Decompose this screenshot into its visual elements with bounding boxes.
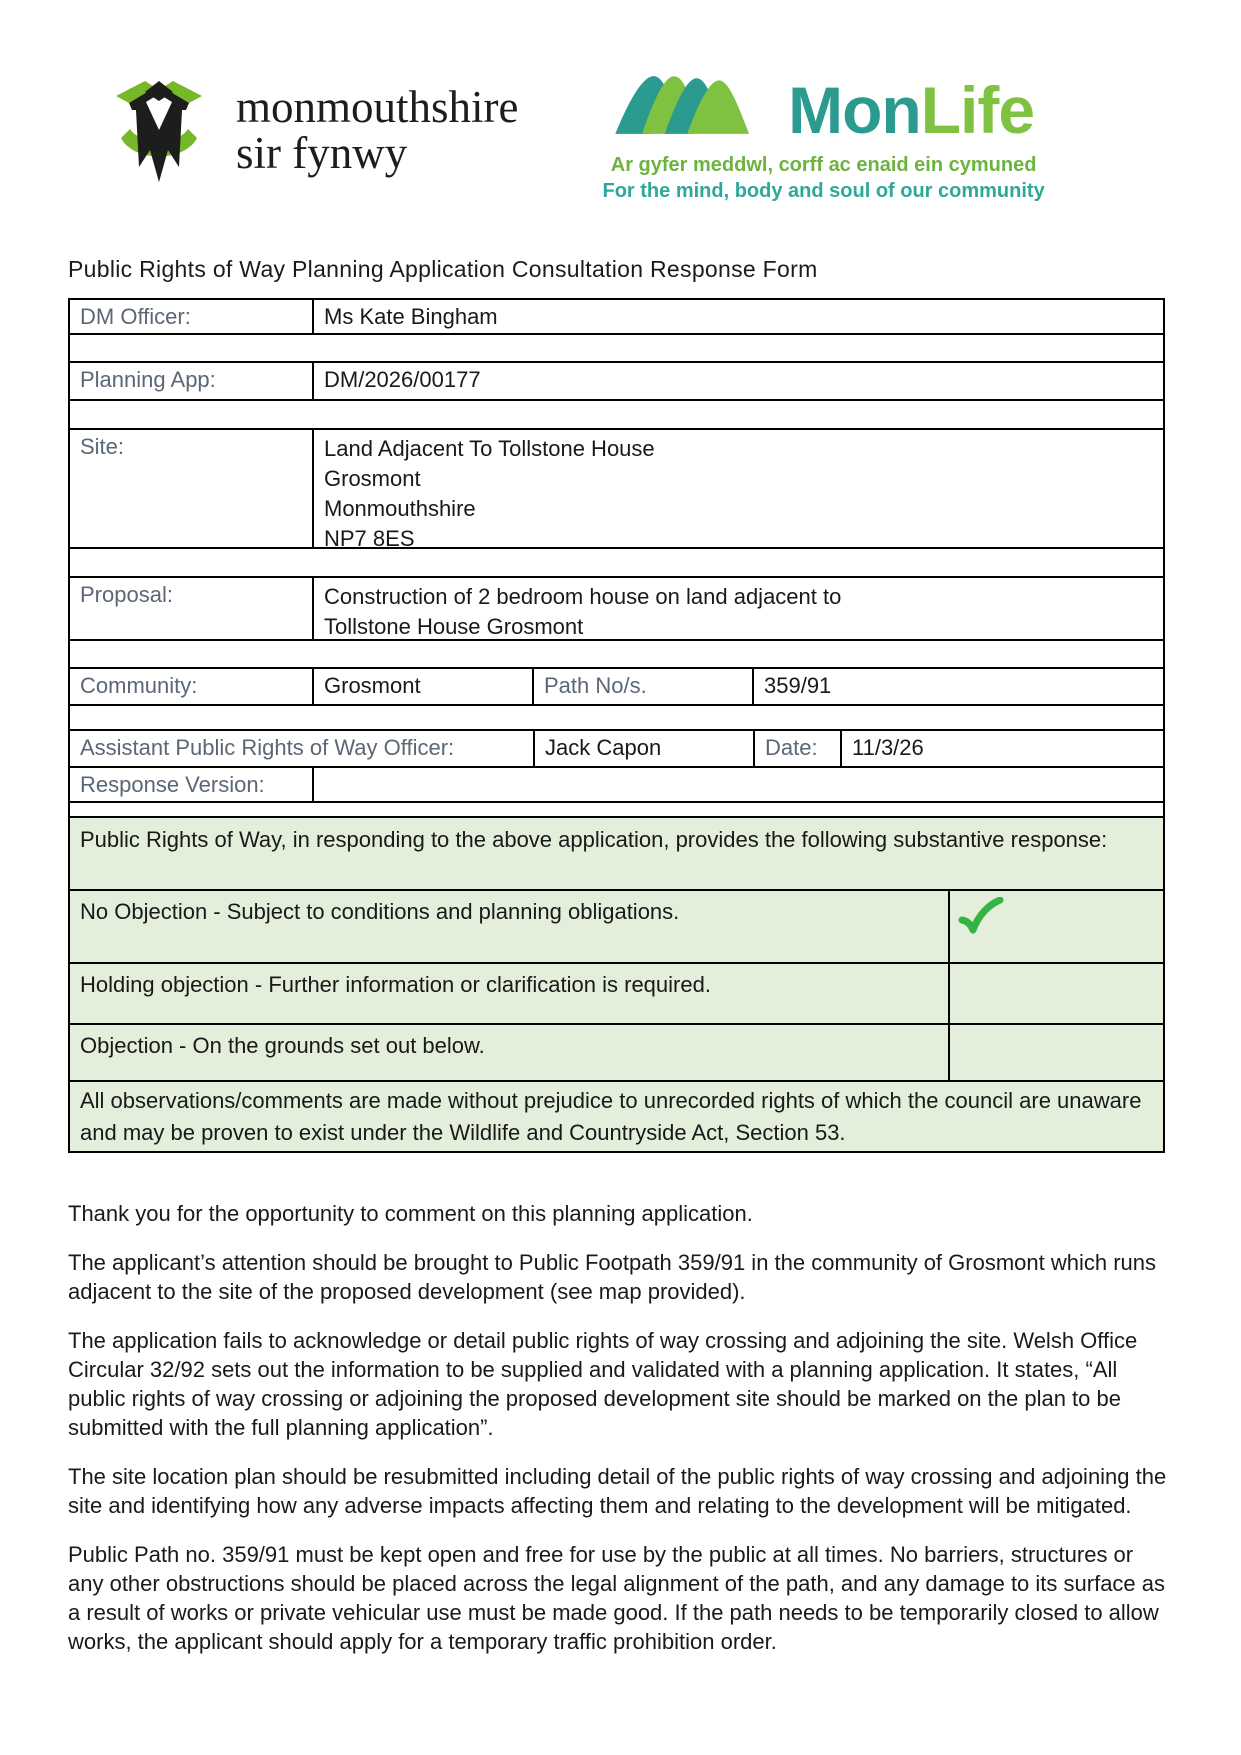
- header-logos: [0, 0, 1241, 204]
- monlife-tagline-welsh: Ar gyfer meddwl, corff ac enaid ein cymuned: [610, 154, 1037, 176]
- monlife-wordmark: [788, 73, 1035, 147]
- monmouthshire-logo: [108, 68, 518, 188]
- site-address-line: NP7 8ES: [324, 526, 415, 547]
- spacer-row: [70, 706, 1163, 731]
- dm-officer-label: DM Officer:: [70, 300, 314, 333]
- body-paragraph: Public Path no. 359/91 must be kept open and free for use by the public at all times. No barriers, structures or any other obstructions should be placed across the legal alignment of the path, and any damage to its surface as a result of works or private vehicular use must be made good. If the path needs to be temporarily closed to allow works, the applicant should apply for a temporary traffic prohibition order.: [68, 1542, 1166, 1654]
- planning-app-label: Planning App:: [70, 363, 314, 399]
- date-value: 11/3/26: [852, 735, 924, 760]
- option-holding-objection-checkbox: [950, 964, 1163, 1023]
- council-name-welsh: sir fynwy: [236, 128, 408, 178]
- option-no-objection-checkbox: [950, 891, 1163, 962]
- row-option-no-objection: [70, 891, 1163, 964]
- monlife-logo-top: [613, 68, 1035, 147]
- proposal-line: Construction of 2 bedroom house on land adjacent to: [324, 584, 842, 609]
- spacer-row: [70, 335, 1163, 363]
- response-body: [68, 1199, 1168, 1656]
- monlife-logo: [602, 68, 1044, 204]
- response-version-value: [314, 768, 1163, 801]
- row-prow-officer: [70, 731, 1163, 768]
- monlife-mon-text: Mon: [788, 73, 921, 147]
- row-disclaimer: [70, 1082, 1163, 1151]
- disclaimer-text: All observations/comments are made without prejudice to unrecorded rights of which the council are unaware and may be proven to exist under the Wildlife and Countryside Act, Section 53.: [80, 1088, 1142, 1145]
- row-dm-officer: [70, 300, 1163, 335]
- spacer-row: [70, 803, 1163, 818]
- monlife-life-text: Life: [920, 73, 1035, 147]
- path-no-value: 359/91: [764, 673, 832, 698]
- dm-officer-value: Ms Kate Bingham: [324, 304, 498, 329]
- spacer-row: [70, 401, 1163, 430]
- option-holding-objection-text: Holding objection - Further information or clarification is required.: [70, 964, 950, 1023]
- prow-officer-value: Jack Capon: [535, 731, 755, 766]
- option-objection-text: Objection - On the grounds set out below.: [70, 1025, 950, 1080]
- path-no-label: Path No/s.: [534, 669, 754, 704]
- row-option-holding-objection: [70, 964, 1163, 1025]
- option-no-objection-text: No Objection - Subject to conditions and planning obligations.: [70, 891, 950, 962]
- site-label: Site:: [70, 430, 314, 547]
- row-response-version: [70, 768, 1163, 803]
- monmouthshire-castle-icon: [108, 68, 210, 188]
- option-objection-checkbox: [950, 1025, 1163, 1080]
- row-response-intro: [70, 818, 1163, 891]
- spacer-row: [70, 641, 1163, 669]
- row-planning-app: [70, 363, 1163, 401]
- monmouthshire-logo-text: [236, 84, 518, 176]
- body-paragraph: Thank you for the opportunity to comment on this planning application.: [68, 1201, 753, 1226]
- prow-officer-label: Assistant Public Rights of Way Officer:: [70, 731, 535, 766]
- site-address-line: Monmouthshire: [324, 496, 476, 521]
- body-paragraph: The applicant’s attention should be brought to Public Footpath 359/91 in the community of Grosmont which runs adjacent to the site of the proposed development (see map provided).: [68, 1250, 1157, 1304]
- consultation-form-table: [68, 298, 1165, 1153]
- date-label: Date:: [755, 731, 842, 766]
- monlife-mountain-icon: [613, 68, 778, 140]
- body-paragraph: The application fails to acknowledge or detail public rights of way crossing and adjoining the site. Welsh Office Circular 32/92 sets out the information to be supplied and validated with a planning application. It states, “All public rights of way crossing or adjoining the proposed development site should be marked on the plan to be submitted with the full planning application”.: [68, 1328, 1138, 1440]
- row-site: [70, 430, 1163, 549]
- row-community: [70, 669, 1163, 706]
- page-title: Public Rights of Way Planning Application Consultation Response Form: [68, 256, 818, 282]
- planning-app-value: DM/2026/00177: [324, 367, 481, 392]
- site-address-line: Grosmont: [324, 466, 421, 491]
- council-name-english: monmouthshire: [236, 82, 519, 132]
- response-intro-text: Public Rights of Way, in responding to the above application, provides the following substantive response:: [80, 827, 1108, 852]
- site-address-line: Land Adjacent To Tollstone House: [324, 436, 655, 461]
- spacer-row: [70, 549, 1163, 578]
- body-paragraph: The site location plan should be resubmitted including detail of the public rights of way crossing and adjoining the site and identifying how any adverse impacts affecting them and relating to the development will be mitigated.: [68, 1464, 1167, 1518]
- proposal-label: Proposal:: [70, 578, 314, 639]
- proposal-line: Tollstone House Grosmont: [324, 614, 584, 639]
- community-value: Grosmont: [314, 669, 534, 704]
- checkmark-icon: [958, 897, 1004, 939]
- response-version-label: Response Version:: [70, 768, 314, 801]
- row-option-objection: [70, 1025, 1163, 1082]
- monlife-tagline-english: For the mind, body and soul of our community: [602, 180, 1045, 202]
- row-proposal: [70, 578, 1163, 641]
- proposal-value: [314, 578, 1163, 639]
- community-label: Community:: [70, 669, 314, 704]
- site-value: [314, 430, 1163, 547]
